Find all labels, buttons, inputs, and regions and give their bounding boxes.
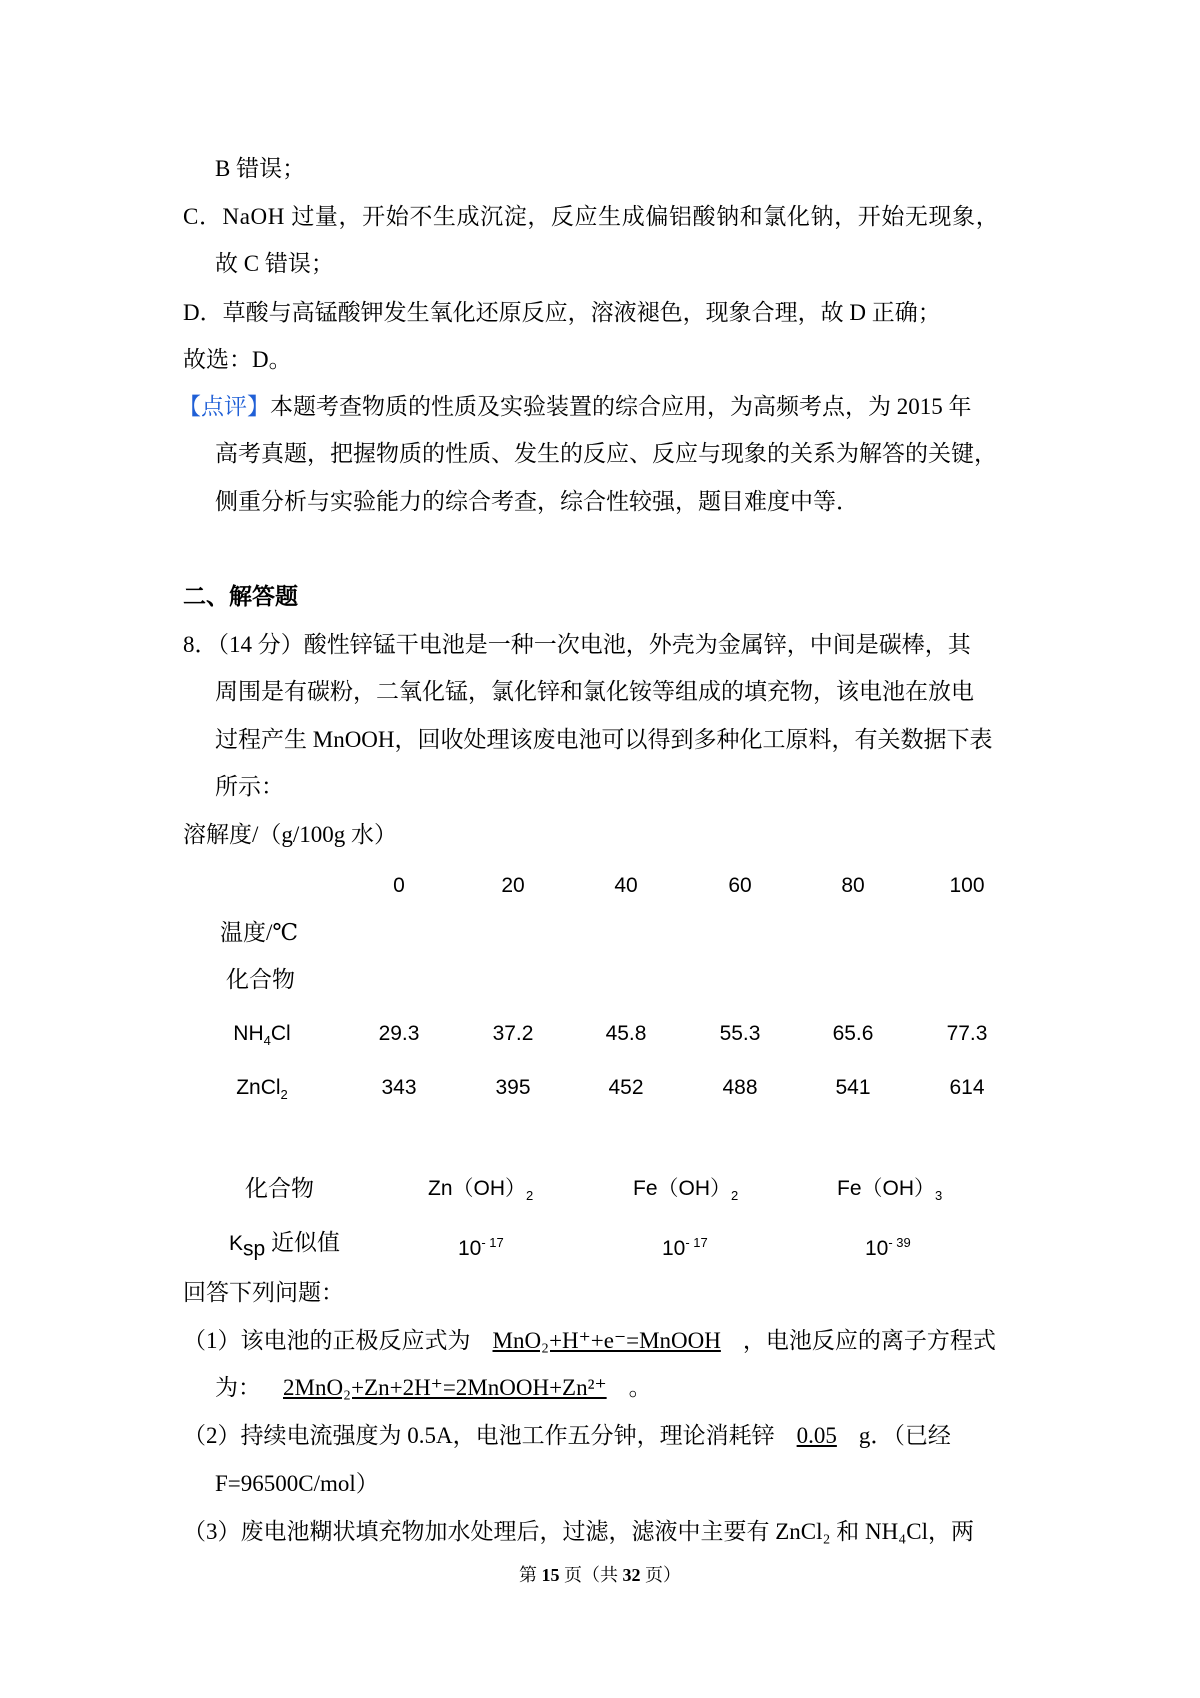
answers-intro: 回答下列问题： xyxy=(183,1280,344,1305)
temp-header: 0 xyxy=(393,874,405,897)
question-line: 周围是有碳粉，二氧化锰，氯化锌和氯化铵等组成的填充物，该电池在放电 xyxy=(215,679,974,704)
comment-text: 本题考查物质的性质及实验装置的综合应用，为高频考点，为 2015 年 xyxy=(270,394,972,419)
table-cell: 343 xyxy=(381,1076,417,1099)
compound-name: $NH_4Cl$ xyxy=(233,1022,291,1049)
temp-header: 60 xyxy=(728,874,752,897)
question-part-2-cont: F=96500C/mol） xyxy=(215,1471,379,1496)
table-cell: 37.2 xyxy=(492,1022,534,1045)
question-part-1-cont: 为： 2MnO₂+Zn+2H⁺=2MnOOH+Zn²⁺ 。 xyxy=(215,1375,652,1400)
temp-header: 40 xyxy=(614,874,638,897)
comment-line xyxy=(178,392,972,422)
text-line: B 错误； xyxy=(215,156,306,181)
table-cell: 55.3 xyxy=(719,1022,761,1045)
question-line: 所示： xyxy=(215,774,284,799)
page-footer: 第 15 页（共 32 页） xyxy=(519,1565,681,1585)
ksp-value: $10^{- 17}$ xyxy=(458,1235,504,1260)
solubility-label: 溶解度/（g/100g 水） xyxy=(183,822,398,847)
section-heading: 二、解答题 xyxy=(183,584,298,609)
ksp-label: $K_{sp}$ 近似值 xyxy=(229,1230,340,1261)
compound-label: 化合物 xyxy=(226,967,295,992)
table-cell: 29.3 xyxy=(378,1022,420,1045)
table-cell: 488 xyxy=(722,1076,758,1099)
temp-header: 100 xyxy=(949,874,985,897)
compound-label: 化合物 xyxy=(245,1176,314,1201)
option-d-line: D．草酸与高锰酸钾发生氧化还原反应，溶液褪色，现象合理，故 D 正确； xyxy=(183,300,941,325)
comment-line: 侧重分析与实验能力的综合考查，综合性较强，题目难度中等． xyxy=(215,489,859,514)
answer-blank: 0.05 xyxy=(796,1423,837,1448)
answer-choice: 故选：D。 xyxy=(183,347,292,372)
question-line: 8．（14 分）酸性锌锰干电池是一种一次电池，外壳为金属锌，中间是碳棒，其 xyxy=(183,632,971,657)
answer-blank: 2MnO₂+Zn+2H⁺=2MnOOH+Zn²⁺ xyxy=(283,1375,607,1400)
comment-line: 高考真题，把握物质的性质、发生的反应、反应与现象的关系为解答的关键， xyxy=(215,441,997,466)
compound-name: $Fe(OH)_2$ xyxy=(633,1177,739,1204)
temp-header: 20 xyxy=(501,874,525,897)
answer-blank: MnO₂+H⁺+e⁻=MnOOH xyxy=(492,1328,721,1353)
question-line: 过程产生 MnOOH，回收处理该废电池可以得到多种化工原料，有关数据下表 xyxy=(215,727,993,752)
table-cell: 77.3 xyxy=(946,1022,988,1045)
compound-name: $Zn(OH)_2$ xyxy=(428,1177,534,1204)
temp-label: 温度/℃ xyxy=(220,920,299,945)
table-cell: 65.6 xyxy=(832,1022,874,1045)
question-part-2: （2）持续电流强度为 0.5A，电池工作五分钟，理论消耗锌 0.05 g．（已经 xyxy=(183,1423,951,1448)
temp-header: 80 xyxy=(841,874,865,897)
table-cell: 45.8 xyxy=(605,1022,647,1045)
comment-tag: 【点评】 xyxy=(178,394,270,419)
text-line: 故 C 错误； xyxy=(215,251,334,276)
compound-name: $Fe(OH)_3$ xyxy=(837,1177,943,1204)
question-part-3: （3）废电池糊状填充物加水处理后，过滤，滤液中主要有 ZnCl₂ 和 NH₄Cl，两 xyxy=(183,1519,975,1544)
table-cell: 395 xyxy=(495,1076,531,1099)
ksp-value: $10^{- 39}$ xyxy=(865,1235,911,1260)
ksp-value: $10^{- 17}$ xyxy=(662,1235,708,1260)
table-cell: 452 xyxy=(608,1076,644,1099)
option-c-line: C．NaOH 过量，开始不生成沉淀，反应生成偏铝酸钠和氯化钠，开始无现象， xyxy=(183,204,1000,229)
question-part-1: （1）该电池的正极反应式为 MnO₂+H⁺+e⁻=MnOOH ，电池反应的离子方程式 xyxy=(183,1328,996,1353)
table-cell: 541 xyxy=(835,1076,871,1099)
compound-name: ZnCl$_2$ xyxy=(236,1076,288,1103)
table-cell: 614 xyxy=(949,1076,985,1099)
